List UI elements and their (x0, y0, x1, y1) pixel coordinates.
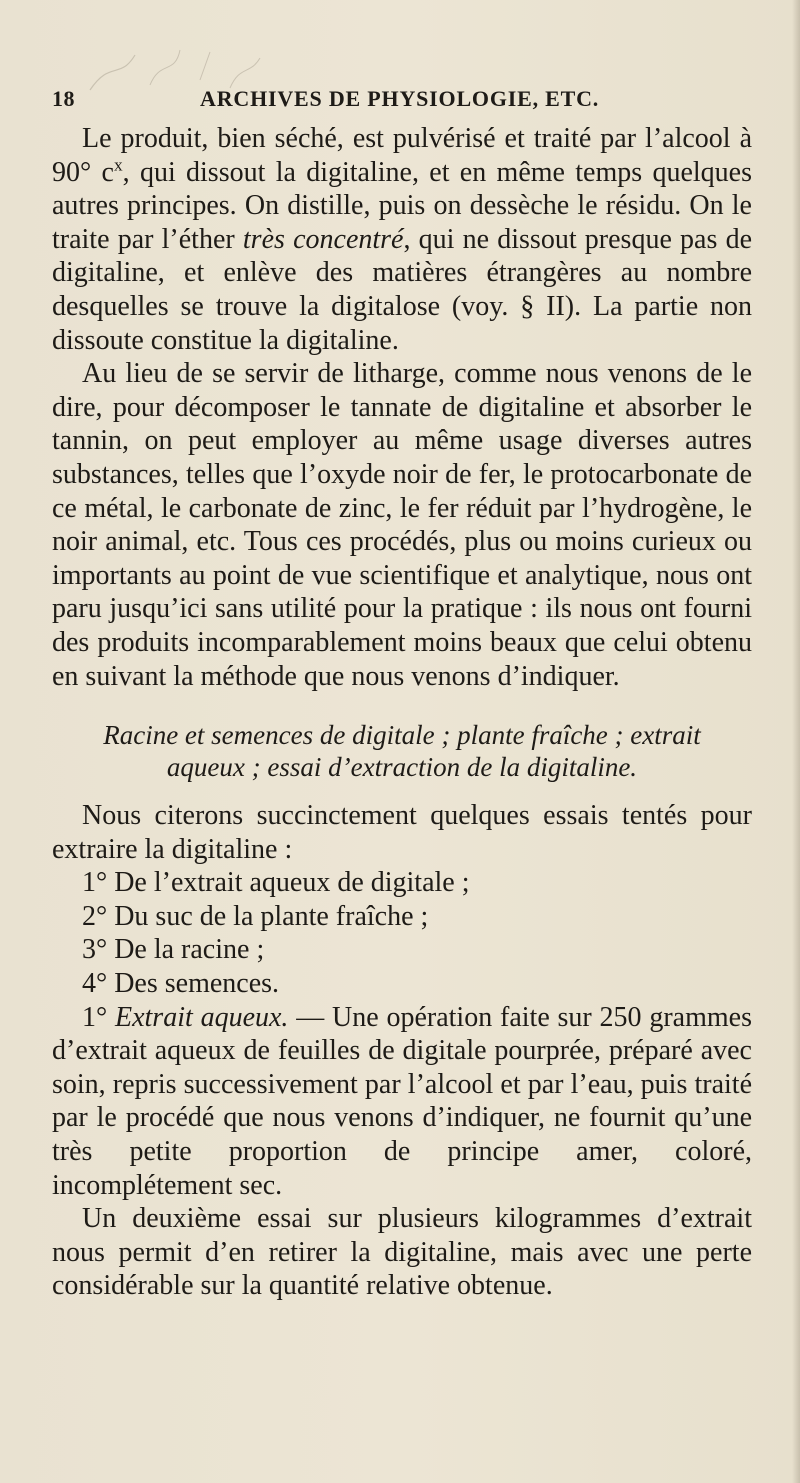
extract-body: — Une opération faite sur 250 grammes d’extrait aqueux de feuilles de digitale pourprée, préparé avec soin, repris successivement par l’alcool et par l’eau, puis traité par le procédé que nous venons d’indiquer, ne fournit qu’une très petite proportion de principe amer, coloré, incomplétement sec. (52, 1001, 752, 1201)
running-title: ARCHIVES DE PHYSIOLOGIE, ETC. (200, 86, 600, 111)
page-edge-shadow (792, 0, 800, 1483)
page-number: 18 (52, 86, 75, 111)
body-text (52, 122, 752, 1303)
extract-lead-italic: Extrait aqueux. (115, 1001, 289, 1033)
paragraph-1 (52, 122, 752, 357)
paragraph-1-part-c: , qui ne dissout presque pas de digitaline, et enlève des matières étrangères au nombre desquelles se trouve la digitalose (voy. § II). La partie non dissoute constitue la digitaline. (52, 223, 752, 356)
section-heading-line-1: Racine et semences de digitale ; plante fraîche ; extrait (103, 720, 701, 751)
section-heading-line-2: aqueux ; essai d’extraction de la digitaline. (166, 752, 638, 783)
extract-lead-number: 1° (82, 1001, 115, 1033)
superscript-x: x (113, 155, 123, 175)
paragraph-1-part-b: , qui dissout la digitaline, et en même temps quelques autres principes. On distille, puis on dessèche le résidu. On le traite par l’éther (52, 156, 752, 255)
paragraph-2: Au lieu de se servir de litharge, comme nous venons de le dire, pour décomposer le tannate de digitaline et absorber le tannin, on peut employer au même usage diverses autres substances, telles que l’oxyde noir de fer, le protocarbonate de ce métal, le carbonate de zinc, le fer réduit par l’hydrogène, le noir animal, etc. Tous ces procédés, plus ou moins curieux ou importants au point de vue scientifique et analytique, nous ont paru jusqu’ici sans utilité pour la pratique : ils nous ont fourni des produits incomparablement moins beaux que celui obtenu en suivant la méthode que nous venons d’indiquer. (52, 358, 752, 692)
last-paragraph: Un deuxième essai sur plusieurs kilogrammes d’extrait nous permit d’en retirer la digitaline, mais avec une perte considérable sur la quantité relative obtenue. (52, 1203, 752, 1302)
list-item: 4° Des semences. (82, 968, 280, 1000)
list-intro: Nous citerons succinctement quelques essais tentés pour extraire la digitaline : (52, 800, 752, 865)
running-header (52, 86, 752, 120)
list-item: 1° De l’extrait aqueux de digitale ; (82, 867, 470, 899)
section-heading (52, 719, 752, 783)
paragraph-1-part-a: Le produit, bien séché, est pulvérisé et traité par l’alcool à 90° c (52, 123, 752, 188)
list-item: 2° Du suc de la plante fraîche ; (82, 900, 429, 932)
italic-tres-concentre: très concentré (242, 223, 404, 255)
extract-paragraph (52, 1001, 752, 1203)
list-item: 3° De la racine ; (82, 934, 265, 966)
